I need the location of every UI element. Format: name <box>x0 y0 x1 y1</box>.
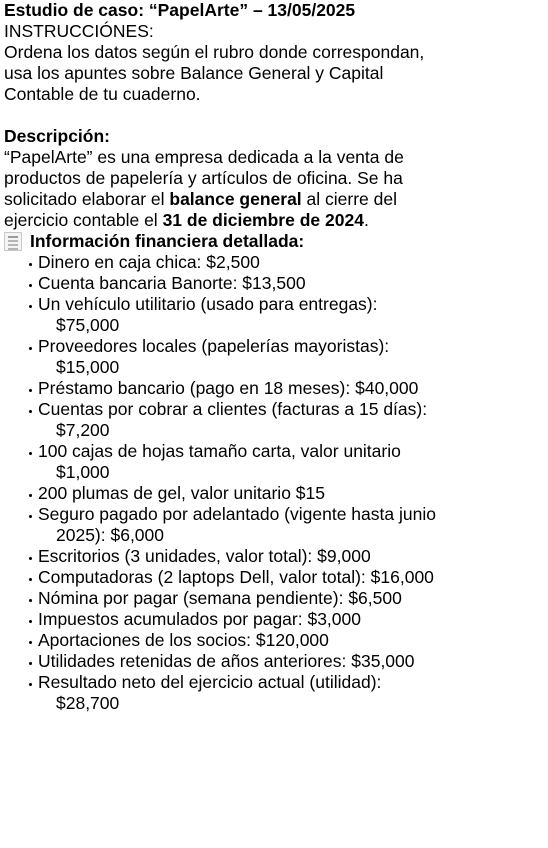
list-item-text: Proveedores locales (papelerías mayoristas): <box>38 336 390 356</box>
list-item-continuation: $15,000 <box>56 357 120 377</box>
list-item <box>28 273 544 294</box>
list-item <box>28 672 544 714</box>
description-text: ejercicio contable el <box>4 210 163 230</box>
list-item-text: Un vehículo utilitario (usado para entregas): <box>38 294 378 314</box>
description-text: solicitado elaborar el <box>4 189 170 209</box>
description-text: al cierre del <box>301 189 397 209</box>
list-item <box>28 441 544 483</box>
list-item <box>28 546 544 567</box>
list-item-continuation: 2025): $6,000 <box>56 525 165 545</box>
list-item <box>28 630 544 651</box>
list-item-text: Nómina por pagar (semana pendiente): $6,500 <box>38 588 402 608</box>
date-emphasis: 31 de diciembre de 2024 <box>162 210 364 230</box>
description-line <box>4 210 544 231</box>
description-line <box>4 189 544 210</box>
list-item-continuation: $7,200 <box>56 420 110 440</box>
list-item-text: Aportaciones de los socios: $120,000 <box>38 630 329 650</box>
list-item-text: Cuenta bancaria Banorte: $13,500 <box>38 273 306 293</box>
financial-info-heading <box>4 231 544 252</box>
financial-items-list <box>4 252 544 714</box>
list-item <box>28 399 544 441</box>
case-title: Estudio de caso: “PapelArte” – 13/05/2025 <box>4 0 356 20</box>
document-icon <box>4 232 22 251</box>
instructions-label: INSTRUCCIÓNES: <box>4 21 154 41</box>
list-item-text: Seguro pagado por adelantado (vigente hasta junio <box>38 504 436 524</box>
list-item <box>28 651 544 672</box>
list-item-continuation: $28,700 <box>56 693 120 713</box>
description-line: productos de papelería y artículos de oficina. Se ha <box>4 168 403 188</box>
list-item-text: Préstamo bancario (pago en 18 meses): $40,000 <box>38 378 419 398</box>
instructions-line: Contable de tu cuaderno. <box>4 84 201 104</box>
list-item-text: Dinero en caja chica: $2,500 <box>38 252 260 272</box>
list-item-continuation: $1,000 <box>56 462 110 482</box>
instructions-line: Ordena los datos según el rubro donde correspondan, <box>4 42 425 62</box>
list-item-text: Escritorios (3 unidades, valor total): $9,000 <box>38 546 371 566</box>
list-item <box>28 336 544 378</box>
financial-info-title: Información financiera detallada: <box>30 231 305 251</box>
description-text: . <box>363 210 369 230</box>
list-item <box>28 609 544 630</box>
list-item <box>28 252 544 273</box>
list-item-text: Cuentas por cobrar a clientes (facturas a 15 días): <box>38 399 428 419</box>
list-item-text: Utilidades retenidas de años anteriores: $35,000 <box>38 651 415 671</box>
list-item-text: 100 cajas de hojas tamaño carta, valor unitario <box>38 441 401 461</box>
list-item-text: Computadoras (2 laptops Dell, valor total): $16,000 <box>38 567 434 587</box>
list-item-text: Resultado neto del ejercicio actual (utilidad): <box>38 672 382 692</box>
list-item-continuation: $75,000 <box>56 315 120 335</box>
list-item <box>28 294 544 336</box>
list-item <box>28 567 544 588</box>
instructions-line: usa los apuntes sobre Balance General y Capital <box>4 63 384 83</box>
list-item-text: Impuestos acumulados por pagar: $3,000 <box>38 609 361 629</box>
description-line: “PapelArte” es una empresa dedicada a la venta de <box>4 147 404 167</box>
list-item <box>28 378 544 399</box>
list-item-text: 200 plumas de gel, valor unitario $15 <box>38 483 325 503</box>
list-item <box>28 504 544 546</box>
list-item <box>28 588 544 609</box>
description-heading: Descripción: <box>4 126 110 146</box>
list-item <box>28 483 544 504</box>
balance-general-emphasis: balance general <box>169 189 302 209</box>
